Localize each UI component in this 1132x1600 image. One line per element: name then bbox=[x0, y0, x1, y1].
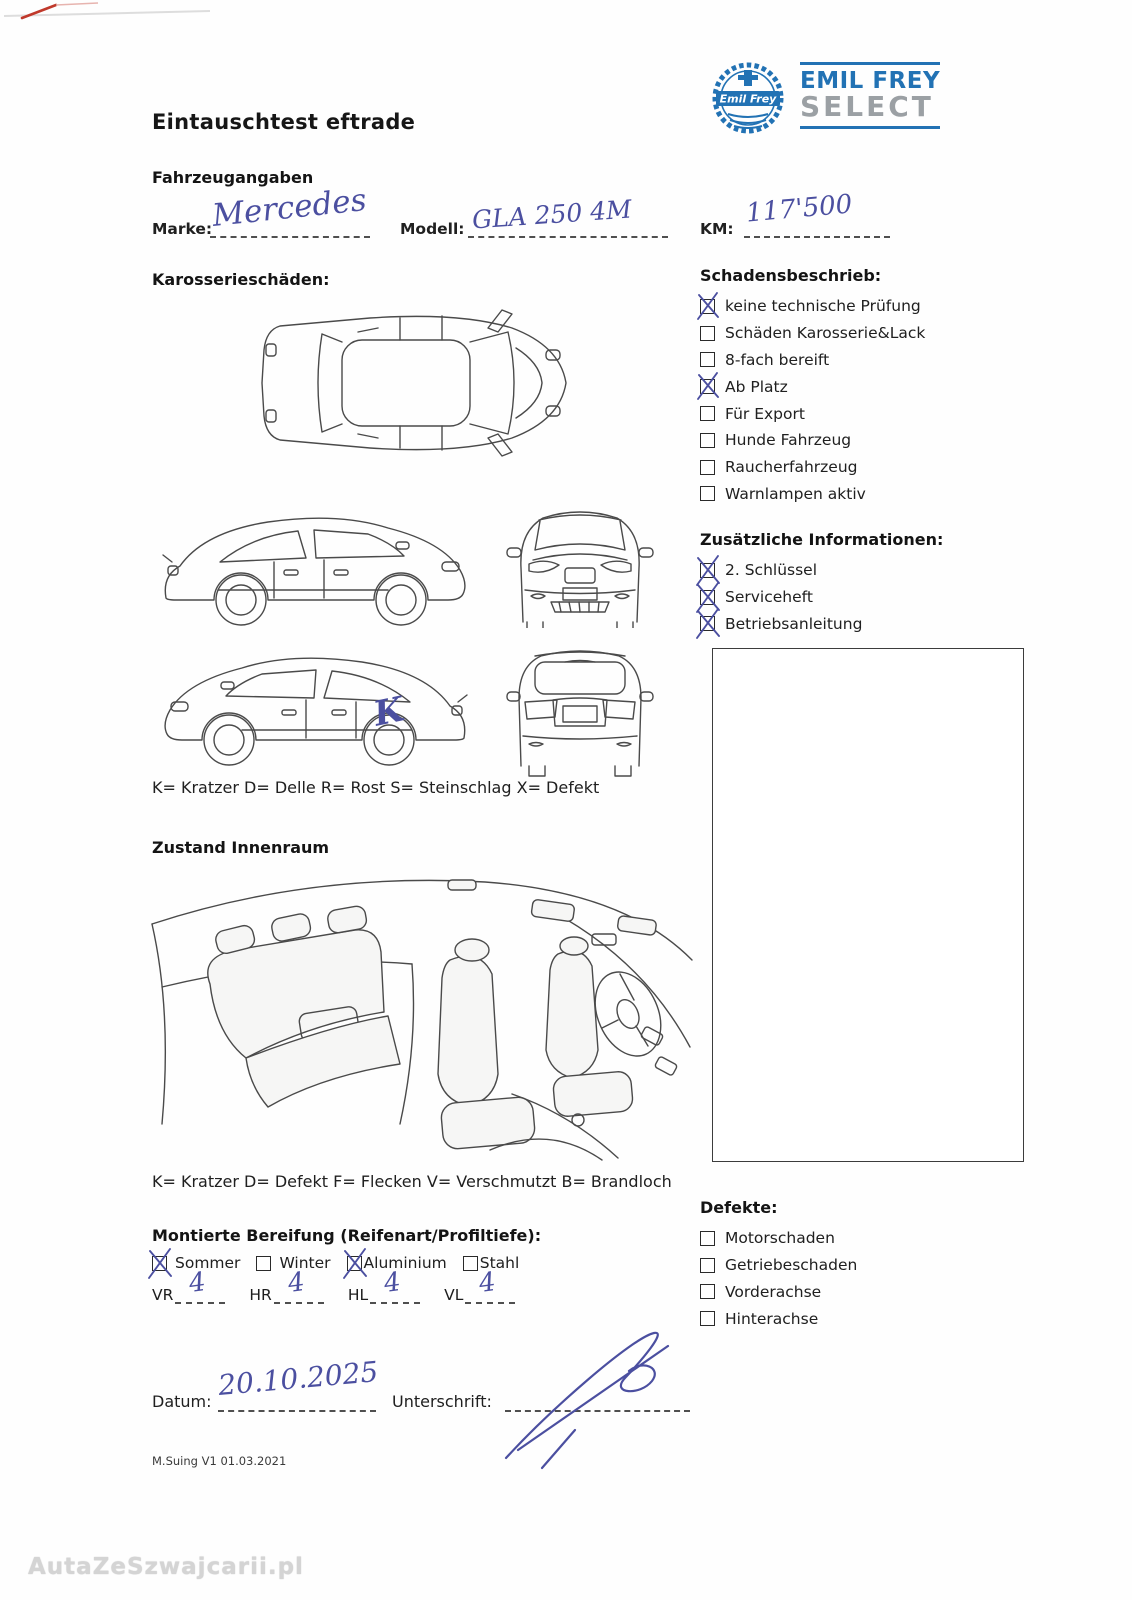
defects-list bbox=[700, 1225, 1020, 1332]
checkbox-label: Motorschaden bbox=[725, 1229, 835, 1248]
checkbox-item-keine-technische-pruefung[interactable] bbox=[700, 293, 1040, 320]
modell-label: Modell: bbox=[400, 220, 465, 238]
checkbox[interactable] bbox=[700, 326, 715, 341]
checkbox[interactable] bbox=[152, 1256, 167, 1271]
checkbox[interactable] bbox=[700, 1284, 715, 1299]
car-rear-view-diagram[interactable] bbox=[505, 638, 655, 778]
modell-field[interactable] bbox=[468, 194, 668, 238]
date-label: Datum: bbox=[152, 1392, 212, 1411]
checkbox-label: Getriebeschaden bbox=[725, 1256, 858, 1275]
checkbox-item-motorschaden[interactable] bbox=[700, 1225, 1020, 1252]
checkbox-label: Hinterachse bbox=[725, 1309, 819, 1328]
tire-depth-label: HL bbox=[347, 1286, 369, 1304]
checkbox[interactable] bbox=[700, 460, 715, 475]
tire-depth-handwritten-value: 4 bbox=[285, 1266, 307, 1300]
checkbox[interactable] bbox=[700, 299, 715, 314]
additional-info-section bbox=[700, 530, 1040, 637]
checkbox-item-zweiter-schluessel[interactable] bbox=[700, 557, 1040, 584]
checkbox-item-schaeden-karosserie-lack[interactable] bbox=[700, 320, 1040, 347]
damage-description-list bbox=[700, 293, 1040, 507]
checkbox[interactable] bbox=[700, 1258, 715, 1273]
signature-handwriting bbox=[480, 1318, 715, 1473]
car-side-view-left-diagram[interactable] bbox=[156, 498, 474, 633]
car-side-view-right-diagram[interactable] bbox=[156, 638, 474, 778]
checkbox-label: Aluminium bbox=[363, 1254, 447, 1272]
checkbox-label: Betriebsanleitung bbox=[725, 614, 863, 633]
checkbox[interactable] bbox=[463, 1256, 478, 1271]
tires-title: Montierte Bereifung (Reifenart/Profiltiefe): bbox=[152, 1226, 542, 1245]
checkbox[interactable] bbox=[700, 352, 715, 367]
tire-depth-vl[interactable] bbox=[444, 1266, 515, 1304]
wheel-damage-mark: K bbox=[370, 689, 408, 735]
section-title-body-damage: Karosserieschäden: bbox=[152, 270, 330, 289]
modell-handwritten-value: GLA 250 4M bbox=[471, 194, 633, 235]
damage-description-title: Schadensbeschrieb: bbox=[700, 266, 882, 285]
checkbox-item-getriebeschaden[interactable] bbox=[700, 1252, 1020, 1279]
damage-description-section bbox=[700, 266, 1040, 507]
emil-frey-emblem-icon bbox=[708, 58, 788, 138]
car-front-view-diagram[interactable] bbox=[505, 498, 655, 628]
logo-rule-top bbox=[800, 62, 940, 65]
checkbox-label: Sommer bbox=[175, 1254, 241, 1272]
date-field[interactable] bbox=[216, 1355, 380, 1412]
date-handwritten-value: 20.10.2025 bbox=[216, 1355, 380, 1402]
marke-handwritten-value: Mercedes bbox=[210, 182, 369, 234]
section-title-vehicle: Fahrzeugangaben bbox=[152, 168, 314, 187]
checkbox[interactable] bbox=[700, 433, 715, 448]
km-field[interactable] bbox=[744, 189, 890, 238]
checkbox[interactable] bbox=[700, 1231, 715, 1246]
car-top-view-diagram[interactable] bbox=[250, 288, 580, 478]
watermark: AutaZeSzwajcarii.pl bbox=[28, 1554, 304, 1580]
interior-legend: K= Kratzer D= Defekt F= Flecken V= Verschmutzt B= Brandloch bbox=[152, 1172, 672, 1191]
tire-depth-field[interactable] bbox=[465, 1266, 515, 1304]
tire-depth-field[interactable] bbox=[370, 1266, 420, 1304]
tire-depth-label: VL bbox=[444, 1286, 464, 1304]
marke-field[interactable] bbox=[210, 182, 370, 238]
checkbox-label: Ab Platz bbox=[725, 377, 788, 396]
body-damage-legend: K= Kratzer D= Delle R= Rost S= Steinschlag X= Defekt bbox=[152, 778, 600, 797]
form-version-footer: M.Suing V1 01.03.2021 bbox=[152, 1454, 287, 1468]
logo-rule-bottom bbox=[800, 126, 940, 129]
additional-info-title: Zusätzliche Informationen: bbox=[700, 530, 944, 549]
checkbox-item-betriebsanleitung[interactable] bbox=[700, 611, 1040, 638]
checkbox-item-serviceheft[interactable] bbox=[700, 584, 1040, 611]
svg-text:Emil Frey: Emil Frey bbox=[719, 92, 777, 106]
marke-label: Marke: bbox=[152, 220, 213, 238]
checkbox-item-ab-platz[interactable] bbox=[700, 373, 1040, 400]
checkbox-label: Hunde Fahrzeug bbox=[725, 431, 852, 450]
additional-info-list bbox=[700, 557, 1040, 637]
tire-depth-label: VR bbox=[152, 1286, 174, 1304]
tire-depth-label: HR bbox=[249, 1286, 272, 1304]
checkbox[interactable] bbox=[347, 1256, 362, 1271]
notes-box[interactable] bbox=[712, 648, 1024, 1162]
tire-depth-handwritten-value: 4 bbox=[382, 1266, 403, 1300]
signature-label: Unterschrift: bbox=[392, 1392, 492, 1411]
logo-name: EMIL FREY bbox=[800, 68, 941, 94]
checkbox-item-hunde-fahrzeug[interactable] bbox=[700, 427, 1040, 454]
checkbox[interactable] bbox=[700, 616, 715, 631]
checkbox-label: Vorderachse bbox=[725, 1282, 822, 1301]
section-title-interior: Zustand Innenraum bbox=[152, 838, 330, 857]
checkbox[interactable] bbox=[700, 406, 715, 421]
tire-options-row bbox=[152, 1254, 519, 1272]
checkbox-label: 2. Schlüssel bbox=[725, 561, 818, 580]
tire-depth-vr[interactable] bbox=[152, 1266, 225, 1304]
checkbox-label: Serviceheft bbox=[725, 588, 813, 607]
logo-text-block bbox=[800, 62, 940, 129]
checkbox[interactable] bbox=[700, 590, 715, 605]
page-title: Eintauschtest eftrade bbox=[152, 110, 416, 134]
logo-select: SELECT bbox=[800, 90, 934, 124]
checkbox-item-vorderachse[interactable] bbox=[700, 1279, 1020, 1306]
tire-depth-field[interactable] bbox=[274, 1266, 324, 1304]
checkbox-item-hinterachse[interactable] bbox=[700, 1305, 1020, 1332]
checkbox-label: Schäden Karosserie&Lack bbox=[725, 324, 926, 343]
checkbox-item-raucherfahrzeug[interactable] bbox=[700, 454, 1040, 481]
checkbox-item-warnlampen-aktiv[interactable] bbox=[700, 481, 1040, 508]
checkbox-label: Für Export bbox=[725, 404, 805, 423]
km-label: KM: bbox=[700, 220, 734, 238]
checkbox[interactable] bbox=[700, 379, 715, 394]
km-handwritten-value: 117'500 bbox=[744, 189, 854, 229]
checkbox-label: Winter bbox=[279, 1254, 331, 1272]
checkbox[interactable] bbox=[256, 1256, 271, 1271]
scan-pen-mark bbox=[0, 0, 240, 30]
checkbox-item-8-fach-bereift[interactable] bbox=[700, 347, 1040, 374]
checkbox-label: Warnlampen aktiv bbox=[725, 484, 866, 503]
checkbox[interactable] bbox=[700, 486, 715, 501]
tire-depth-handwritten-value: 4 bbox=[187, 1266, 208, 1300]
car-interior-diagram[interactable] bbox=[150, 862, 695, 1167]
checkbox[interactable] bbox=[700, 563, 715, 578]
checkbox-label: Stahl bbox=[479, 1254, 520, 1272]
tire-depth-hl[interactable] bbox=[347, 1266, 420, 1304]
checkbox-label: Raucherfahrzeug bbox=[725, 458, 858, 477]
defects-title: Defekte: bbox=[700, 1198, 778, 1217]
tire-depth-row bbox=[152, 1266, 515, 1304]
checkbox-item-fuer-export[interactable] bbox=[700, 400, 1040, 427]
checkbox-label: 8-fach bereift bbox=[725, 350, 830, 369]
checkbox-label: keine technische Prüfung bbox=[725, 297, 921, 316]
defects-section bbox=[700, 1198, 1020, 1332]
tire-depth-hr[interactable] bbox=[249, 1266, 323, 1304]
tire-depth-field[interactable] bbox=[175, 1266, 225, 1304]
tire-depth-handwritten-value: 4 bbox=[477, 1266, 498, 1300]
